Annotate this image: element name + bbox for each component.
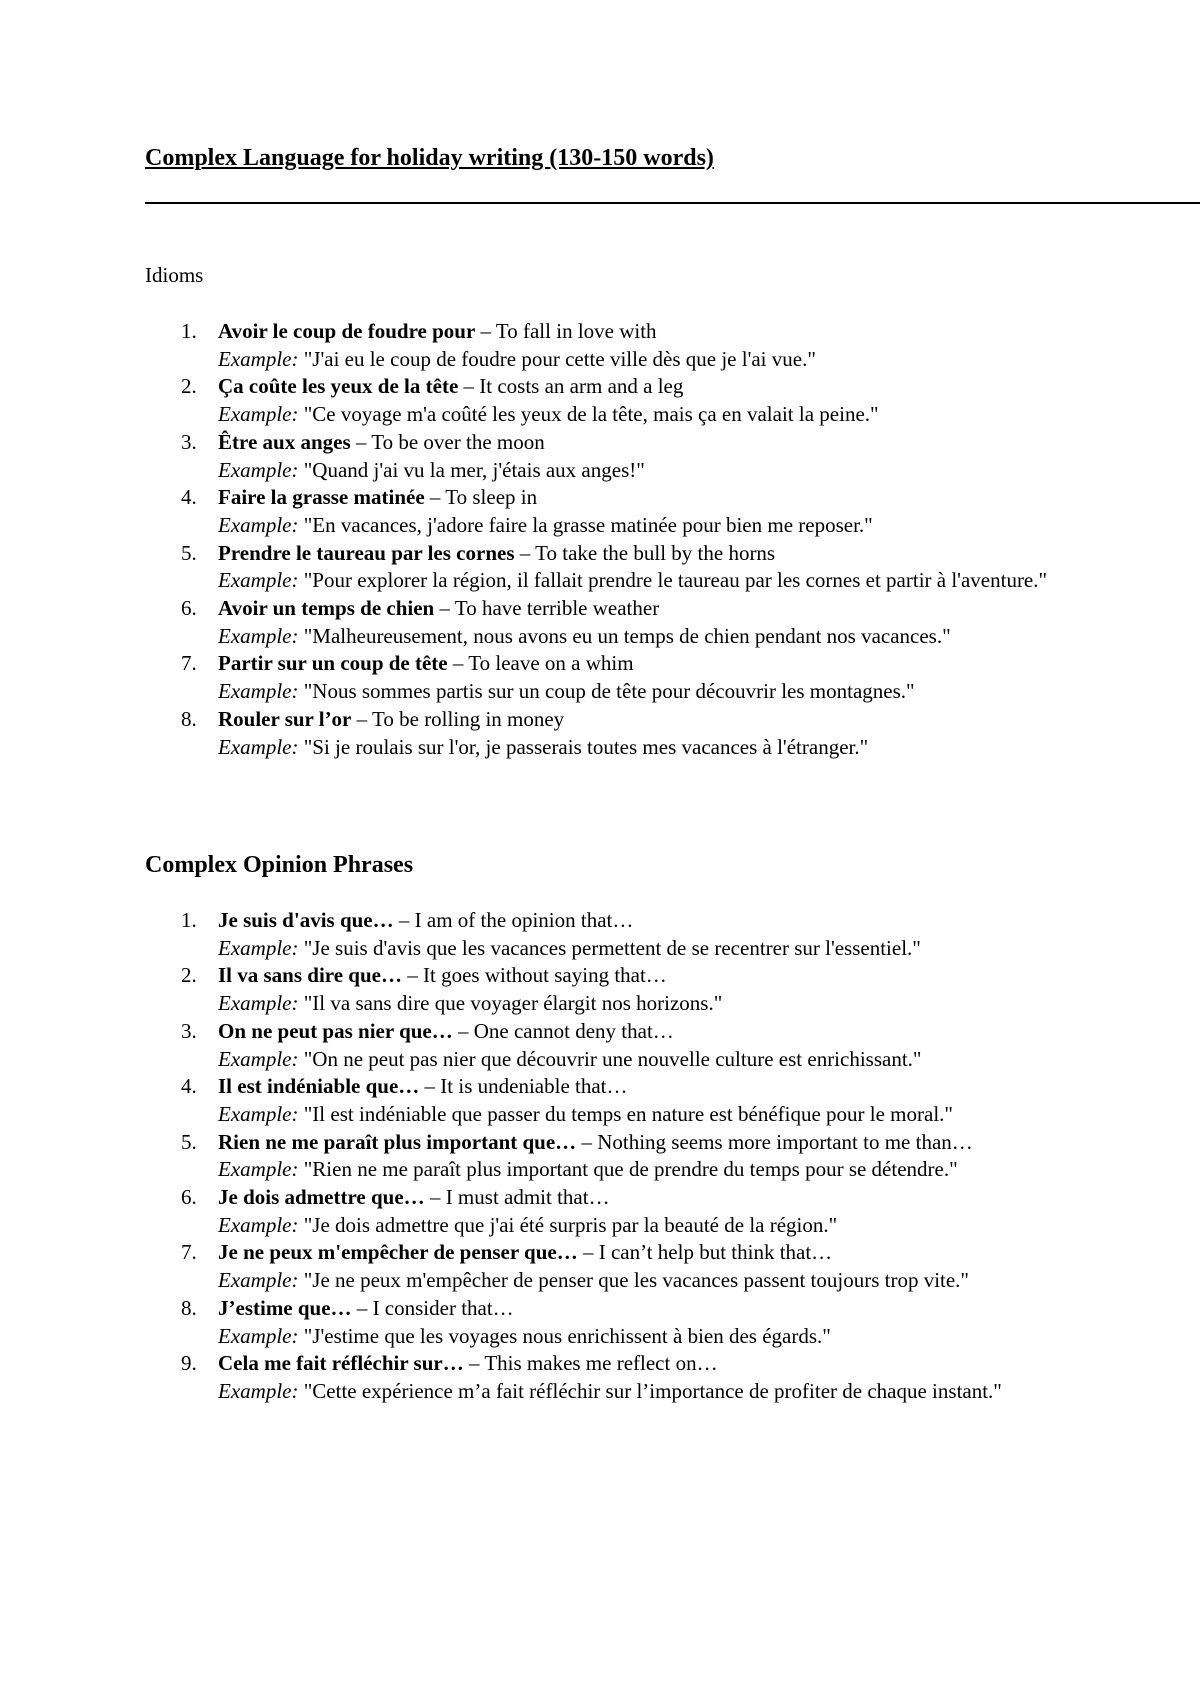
opinions-heading: Complex Opinion Phrases <box>145 852 414 878</box>
phrase-line <box>218 962 1065 990</box>
example-line <box>218 734 1065 762</box>
example-line <box>218 990 1065 1018</box>
item-number: 7. <box>181 1240 197 1265</box>
example-text: "Il va sans dire que voyager élargit nos horizons." <box>298 991 723 1016</box>
phrase-text: Avoir le coup de foudre pour <box>218 319 476 343</box>
phrase-line <box>218 318 1065 346</box>
idiom-item <box>145 429 1065 484</box>
meaning-text: – To leave on a whim <box>447 651 634 676</box>
meaning-text: – It is undeniable that… <box>419 1074 628 1099</box>
meaning-text: – To have terrible weather <box>434 596 660 621</box>
example-label: Example: <box>218 568 299 593</box>
phrase-line <box>218 1295 1065 1323</box>
meaning-text: – Nothing seems more important to me than… <box>576 1129 973 1154</box>
meaning-text: – I must admit that… <box>424 1185 610 1210</box>
example-label: Example: <box>218 457 299 482</box>
phrase-line <box>218 484 1065 512</box>
example-text: "Je dois admettre que j'ai été surpris par la beauté de la région." <box>298 1212 838 1237</box>
example-label: Example: <box>218 1323 299 1348</box>
item-number: 1. <box>181 908 197 932</box>
meaning-text: – It costs an arm and a leg <box>458 374 684 399</box>
item-number: 9. <box>181 1351 197 1376</box>
example-label: Example: <box>218 1212 299 1237</box>
opinion-item <box>145 1129 1065 1184</box>
phrase-text: Cela me fait réfléchir sur… <box>218 1351 464 1376</box>
item-number: 6. <box>181 1185 197 1210</box>
example-label: Example: <box>218 935 299 960</box>
example-line <box>218 678 1065 706</box>
opinion-item <box>145 962 1065 1017</box>
opinion-item <box>145 1018 1065 1073</box>
phrase-text: Il est indéniable que… <box>218 1074 420 1099</box>
example-text: "En vacances, j'adore faire la grasse matinée pour bien me reposer." <box>298 512 873 537</box>
idiom-item <box>145 540 1065 595</box>
example-line <box>218 1101 1065 1129</box>
item-number: 4. <box>181 1074 197 1099</box>
example-label: Example: <box>218 402 299 427</box>
phrase-line <box>218 429 1065 457</box>
example-text: "J'ai eu le coup de foudre pour cette ville dès que je l'ai vue." <box>298 346 816 371</box>
example-text: "Si je roulais sur l'or, je passerais toutes mes vacances à l'étranger." <box>298 734 869 759</box>
opinion-item <box>145 1295 1065 1350</box>
opinion-item <box>145 1350 1065 1405</box>
phrase-line <box>218 650 1065 678</box>
item-number: 5. <box>181 540 197 565</box>
item-number: 2. <box>181 963 197 988</box>
meaning-text: – To sleep in <box>424 485 538 510</box>
phrase-text: Prendre le taureau par les cornes <box>218 540 515 565</box>
example-text: "Je suis d'avis que les vacances permettent de se recentrer sur l'essentiel." <box>298 935 921 960</box>
example-line <box>218 512 1065 540</box>
example-label: Example: <box>218 679 299 704</box>
idiom-item <box>145 373 1065 428</box>
phrase-text: Faire la grasse matinée <box>218 485 425 510</box>
phrase-text: Rien ne me paraît plus important que… <box>218 1129 577 1154</box>
phrase-text: On ne peut pas nier que… <box>218 1018 453 1043</box>
idiom-item <box>145 595 1065 650</box>
document-title: Complex Language for holiday writing (130-150 words) <box>145 145 714 171</box>
example-text: "Cette expérience m’a fait réfléchir sur l’importance de profiter de chaque instant." <box>298 1378 1002 1403</box>
phrase-text: Ça coûte les yeux de la tête <box>218 374 459 399</box>
example-text: "Il est indéniable que passer du temps en nature est bénéfique pour le moral." <box>298 1101 953 1126</box>
item-number: 1. <box>181 319 197 343</box>
item-number: 3. <box>181 429 197 454</box>
example-text: "Ce voyage m'a coûté les yeux de la tête, mais ça en valait la peine." <box>298 402 879 427</box>
example-line <box>218 346 1065 374</box>
item-number: 8. <box>181 706 197 731</box>
example-label: Example: <box>218 1101 299 1126</box>
item-number: 6. <box>181 596 197 621</box>
example-label: Example: <box>218 1268 299 1293</box>
example-label: Example: <box>218 991 299 1016</box>
meaning-text: – To be rolling in money <box>351 706 565 731</box>
phrase-line <box>218 1018 1065 1046</box>
example-line <box>218 1212 1065 1240</box>
example-line <box>218 1046 1065 1074</box>
opinion-item <box>145 907 1065 962</box>
horizontal-rule <box>145 202 1200 204</box>
item-number: 4. <box>181 485 197 510</box>
example-line <box>218 623 1065 651</box>
idioms-list <box>145 318 1065 761</box>
phrase-text: Je suis d'avis que… <box>218 908 394 932</box>
example-line <box>218 1156 1065 1184</box>
item-number: 7. <box>181 651 197 676</box>
example-text: "Rien ne me paraît plus important que de prendre du temps pour se détendre." <box>298 1157 958 1182</box>
opinions-list <box>145 907 1065 1406</box>
example-text: "J'estime que les voyages nous enrichissent à bien des égards." <box>298 1323 831 1348</box>
example-text: "On ne peut pas nier que découvrir une nouvelle culture est enrichissant." <box>298 1046 922 1071</box>
opinion-item <box>145 1184 1065 1239</box>
example-label: Example: <box>218 734 299 759</box>
phrase-line <box>218 540 1065 568</box>
meaning-text: – One cannot deny that… <box>452 1018 674 1043</box>
phrase-line <box>218 1073 1065 1101</box>
example-text: "Malheureusement, nous avons eu un temps de chien pendant nos vacances." <box>298 623 951 648</box>
item-number: 5. <box>181 1129 197 1154</box>
example-label: Example: <box>218 512 299 537</box>
meaning-text: – To be over the moon <box>350 429 545 454</box>
example-label: Example: <box>218 1378 299 1403</box>
example-line <box>218 935 1065 963</box>
example-line <box>218 457 1065 485</box>
phrase-text: Avoir un temps de chien <box>218 596 435 621</box>
meaning-text: – To take the bull by the horns <box>514 540 776 565</box>
example-line <box>218 1323 1065 1351</box>
idiom-item <box>145 706 1065 761</box>
phrase-text: Rouler sur l’or <box>218 706 352 731</box>
idioms-heading: Idioms <box>145 263 204 287</box>
example-line <box>218 401 1065 429</box>
phrase-line <box>218 1129 1065 1157</box>
meaning-text: – It goes without saying that… <box>402 963 667 988</box>
example-label: Example: <box>218 346 299 371</box>
phrase-text: Je ne peux m'empêcher de penser que… <box>218 1240 578 1265</box>
phrase-text: Il va sans dire que… <box>218 963 402 988</box>
idiom-item <box>145 650 1065 705</box>
example-label: Example: <box>218 1157 299 1182</box>
phrase-line <box>218 706 1065 734</box>
phrase-text: J’estime que… <box>218 1295 352 1320</box>
example-label: Example: <box>218 623 299 648</box>
example-line <box>218 1267 1065 1295</box>
example-text: "Pour explorer la région, il fallait prendre le taureau par les cornes et partir à l'aventure." <box>298 568 1048 593</box>
phrase-line <box>218 373 1065 401</box>
idiom-item <box>145 318 1065 373</box>
phrase-line <box>218 907 1065 935</box>
opinion-item <box>145 1073 1065 1128</box>
example-label: Example: <box>218 1046 299 1071</box>
example-line <box>218 567 1065 595</box>
item-number: 3. <box>181 1018 197 1043</box>
opinion-item <box>145 1239 1065 1294</box>
phrase-text: Partir sur un coup de tête <box>218 651 448 676</box>
example-text: "Nous sommes partis sur un coup de tête pour découvrir les montagnes." <box>298 679 915 704</box>
phrase-line <box>218 595 1065 623</box>
meaning-text: – I consider that… <box>351 1295 514 1320</box>
meaning-text: – I am of the opinion that… <box>393 908 634 932</box>
idiom-item <box>145 484 1065 539</box>
example-text: "Quand j'ai vu la mer, j'étais aux anges!" <box>298 457 645 482</box>
phrase-text: Je dois admettre que… <box>218 1185 425 1210</box>
phrase-line <box>218 1184 1065 1212</box>
meaning-text: – To fall in love with <box>475 319 657 343</box>
item-number: 2. <box>181 374 197 399</box>
meaning-text: – I can’t help but think that… <box>577 1240 833 1265</box>
example-line <box>218 1378 1065 1406</box>
phrase-text: Être aux anges <box>218 429 351 454</box>
phrase-line <box>218 1350 1065 1378</box>
item-number: 8. <box>181 1295 197 1320</box>
meaning-text: – This makes me reflect on… <box>463 1351 718 1376</box>
phrase-line <box>218 1239 1065 1267</box>
example-text: "Je ne peux m'empêcher de penser que les vacances passent toujours trop vite." <box>298 1268 970 1293</box>
